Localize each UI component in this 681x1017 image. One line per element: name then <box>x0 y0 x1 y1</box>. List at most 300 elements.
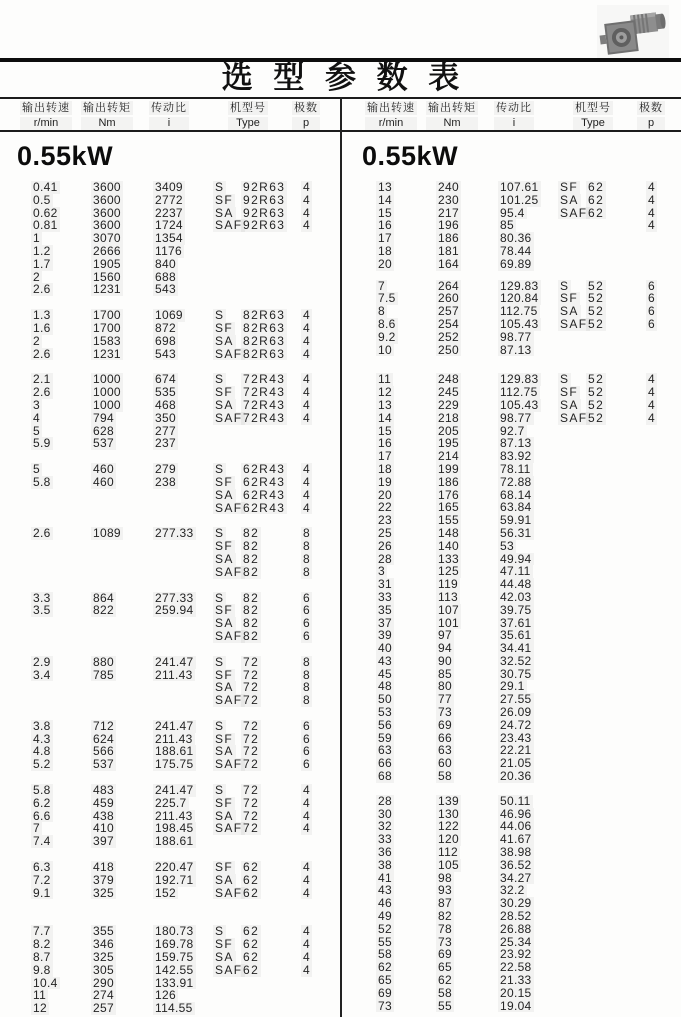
ratio-cell: 237 <box>155 436 176 451</box>
parameter-block <box>0 861 341 899</box>
type-prefix-cell: SF <box>215 937 234 952</box>
type-size-cell: 52 <box>588 385 605 400</box>
table-row <box>0 951 341 964</box>
table-row <box>345 974 681 987</box>
torque-cell: 1905 <box>93 256 121 271</box>
type-size-cell: 52 <box>588 372 605 387</box>
torque-cell: 113 <box>438 589 459 604</box>
torque-cell: 62 <box>438 973 452 988</box>
poles-cell: 4 <box>648 410 655 425</box>
type-size-cell: 82R63 <box>243 320 286 335</box>
parameter-block <box>0 373 341 450</box>
table-row <box>0 669 341 682</box>
type-prefix-cell: SAF <box>215 757 243 772</box>
torque-cell: 3600 <box>93 192 121 207</box>
speed-cell: 43 <box>378 883 392 898</box>
type-prefix-cell: SAF <box>215 962 243 977</box>
type-prefix-cell: S <box>215 783 225 798</box>
type-size-cell: 62 <box>243 885 260 900</box>
table-row <box>345 527 681 540</box>
ratio-cell: 68.14 <box>500 487 532 502</box>
poles-cell: 6 <box>648 316 655 331</box>
torque-cell: 58 <box>438 985 452 1000</box>
type-prefix-cell: SAF <box>215 821 243 836</box>
ratio-cell: 1354 <box>155 231 183 246</box>
torque-cell: 133 <box>438 551 459 566</box>
torque-cell: 245 <box>438 385 459 400</box>
torque-cell: 483 <box>93 783 114 798</box>
table-row <box>345 540 681 553</box>
type-prefix-cell: SAF <box>215 628 243 643</box>
ratio-cell: 47.11 <box>500 564 531 579</box>
ratio-cell: 30.29 <box>500 896 532 911</box>
table-row <box>0 194 341 207</box>
column-header-label: 传动比 <box>151 102 187 114</box>
ratio-cell: 69.89 <box>500 256 532 271</box>
speed-cell: 20 <box>378 256 392 271</box>
column-header-unit: Type <box>228 117 268 130</box>
torque-cell: 130 <box>438 806 459 821</box>
parameter-block <box>0 309 341 360</box>
table-row <box>0 348 341 361</box>
table-row <box>0 322 341 335</box>
speed-cell: 2.6 <box>33 385 51 400</box>
speed-cell: 33 <box>378 832 392 847</box>
torque-cell: 119 <box>438 577 459 592</box>
speed-cell: 0.81 <box>33 218 58 233</box>
table-row <box>345 987 681 1000</box>
table-row <box>345 344 681 357</box>
type-size-cell: 72 <box>243 680 260 695</box>
ratio-cell: 39.75 <box>500 602 532 617</box>
torque-cell: 93 <box>438 883 452 898</box>
speed-cell: 16 <box>378 436 392 451</box>
table-row <box>0 566 341 579</box>
speed-cell: 35 <box>378 602 392 617</box>
ratio-cell: 277 <box>155 423 176 438</box>
ratio-cell: 129.83 <box>500 278 539 293</box>
speed-cell: 3.3 <box>33 590 51 605</box>
speed-cell: 58 <box>378 947 392 962</box>
speed-cell: 3.5 <box>33 603 51 618</box>
ratio-cell: 23.43 <box>500 730 532 745</box>
torque-cell: 105 <box>438 857 459 872</box>
torque-cell: 397 <box>93 834 114 849</box>
torque-cell: 112 <box>438 845 459 860</box>
speed-cell: 6.3 <box>33 860 51 875</box>
ratio-cell: 175.75 <box>155 757 194 772</box>
table-row <box>0 412 341 425</box>
speed-cell: 32 <box>378 819 392 834</box>
table-row <box>345 258 681 271</box>
torque-cell: 107 <box>438 602 459 617</box>
torque-cell: 290 <box>93 975 114 990</box>
torque-cell: 82 <box>438 909 452 924</box>
type-size-cell: 82 <box>243 616 260 631</box>
type-size-cell: 72 <box>243 718 260 733</box>
type-size-cell: 82 <box>243 564 260 579</box>
table-row <box>0 1002 341 1015</box>
torque-cell: 98 <box>438 870 452 885</box>
type-prefix-cell: SA <box>215 551 234 566</box>
torque-cell: 628 <box>93 423 114 438</box>
table-row <box>345 604 681 617</box>
type-size-cell: 72 <box>243 731 260 746</box>
ratio-cell: 120.84 <box>500 291 539 306</box>
speed-cell: 0.5 <box>33 192 51 207</box>
ratio-cell: 83.92 <box>500 449 532 464</box>
power-rating-right: 0.55kW <box>362 141 459 171</box>
torque-cell: 69 <box>438 717 452 732</box>
torque-cell: 69 <box>438 947 452 962</box>
torque-cell: 186 <box>438 231 459 246</box>
poles-cell: 6 <box>303 603 310 618</box>
ratio-cell: 159.75 <box>155 950 194 965</box>
torque-cell: 257 <box>93 1001 114 1016</box>
speed-cell: 49 <box>378 909 392 924</box>
type-prefix-cell: S <box>215 924 225 939</box>
table-row <box>0 861 341 874</box>
ratio-cell: 211.43 <box>155 667 193 682</box>
speed-cell: 48 <box>378 679 392 694</box>
type-size-cell: 52 <box>588 316 605 331</box>
torque-cell: 199 <box>438 461 459 476</box>
torque-cell: 139 <box>438 793 459 808</box>
speed-cell: 56 <box>378 717 392 732</box>
type-prefix-cell: S <box>215 654 225 669</box>
speed-cell: 10.4 <box>33 975 58 990</box>
speed-cell: 4.8 <box>33 744 51 759</box>
torque-cell: 254 <box>438 316 459 331</box>
poles-cell: 4 <box>303 950 310 965</box>
torque-cell: 217 <box>438 205 459 220</box>
speed-cell: 0.41 <box>33 180 58 194</box>
table-row <box>345 1000 681 1013</box>
table-row <box>0 874 341 887</box>
speed-cell: 59 <box>378 730 392 745</box>
poles-cell: 8 <box>303 680 310 695</box>
poles-cell: 6 <box>303 718 310 733</box>
speed-cell: 8.2 <box>33 937 51 952</box>
table-row <box>0 540 341 553</box>
type-size-cell: 72 <box>243 654 260 669</box>
type-size-cell: 92R63 <box>243 180 286 194</box>
torque-cell: 250 <box>438 342 459 357</box>
type-size-cell: 92R63 <box>243 205 286 220</box>
column-header-label: 输出转矩 <box>428 102 476 114</box>
speed-cell: 7.7 <box>33 924 51 939</box>
ratio-cell: 38.98 <box>500 845 532 860</box>
column-header-unit: Type <box>573 117 613 130</box>
torque-cell: 1000 <box>93 397 121 412</box>
column-header-unit: r/min <box>365 117 417 130</box>
type-prefix-cell: SAF <box>560 316 588 331</box>
torque-cell: 186 <box>438 474 459 489</box>
speed-cell: 5.8 <box>33 474 51 489</box>
table-row <box>345 859 681 872</box>
type-size-cell: 72 <box>243 693 260 708</box>
speed-cell: 10 <box>378 342 392 357</box>
type-size-cell: 72 <box>243 808 260 823</box>
poles-cell: 4 <box>303 821 310 836</box>
ratio-cell: 198.45 <box>155 821 194 836</box>
ratio-cell: 22.58 <box>500 960 532 975</box>
speed-cell: 7.4 <box>33 834 51 849</box>
type-prefix-cell: S <box>215 526 225 541</box>
torque-cell: 176 <box>438 487 459 502</box>
type-prefix-cell: S <box>215 180 225 194</box>
torque-cell: 305 <box>93 962 114 977</box>
type-prefix-cell: SA <box>215 397 234 412</box>
ratio-cell: 241.47 <box>155 783 194 798</box>
speed-cell: 63 <box>378 743 392 758</box>
poles-cell: 4 <box>303 962 310 977</box>
parameter-block <box>345 181 681 271</box>
table-row <box>0 630 341 643</box>
speed-cell: 1 <box>33 231 40 246</box>
ratio-cell: 80.36 <box>500 231 532 246</box>
poles-cell: 4 <box>303 333 310 348</box>
poles-cell: 4 <box>648 397 655 412</box>
speed-cell: 8.7 <box>33 950 51 965</box>
speed-cell: 4.3 <box>33 731 51 746</box>
ratio-cell: 238 <box>155 474 176 489</box>
poles-cell: 4 <box>303 783 310 798</box>
speed-cell: 18 <box>378 243 392 258</box>
ratio-cell: 98.77 <box>500 410 532 425</box>
poles-cell: 4 <box>303 474 310 489</box>
type-size-cell: 62R43 <box>243 462 286 477</box>
ratio-cell: 180.73 <box>155 924 194 939</box>
ratio-cell: 211.43 <box>155 808 193 823</box>
ratio-cell: 36.52 <box>500 857 532 872</box>
torque-cell: 1700 <box>93 320 121 335</box>
speed-cell: 9.2 <box>378 329 396 344</box>
poles-cell: 4 <box>303 320 310 335</box>
torque-cell: 252 <box>438 329 459 344</box>
table-row <box>345 706 681 719</box>
speed-cell: 1.6 <box>33 320 51 335</box>
table-row <box>345 412 681 425</box>
torque-cell: 73 <box>438 934 452 949</box>
poles-cell: 6 <box>303 590 310 605</box>
type-prefix-cell: SF <box>215 192 234 207</box>
speed-cell: 15 <box>378 205 392 220</box>
torque-cell: 624 <box>93 731 114 746</box>
ratio-cell: 169.78 <box>155 937 194 952</box>
speed-cell: 31 <box>378 577 392 592</box>
type-prefix-cell: S <box>560 278 570 293</box>
type-size-cell: 72R43 <box>243 410 286 425</box>
type-prefix-cell: SAF <box>215 885 243 900</box>
type-size-cell: 82 <box>243 539 260 554</box>
type-prefix-cell: SAF <box>215 346 243 361</box>
table-row <box>0 489 341 502</box>
ratio-cell: 535 <box>155 385 176 400</box>
speed-cell: 1.7 <box>33 256 51 271</box>
speed-cell: 13 <box>378 180 392 194</box>
speed-cell: 6.6 <box>33 808 51 823</box>
type-size-cell: 72R43 <box>243 385 286 400</box>
type-prefix-cell: S <box>560 372 570 387</box>
ratio-cell: 259.94 <box>155 603 194 618</box>
torque-cell: 87 <box>438 896 452 911</box>
ratio-cell: 350 <box>155 410 176 425</box>
ratio-cell: 114.55 <box>155 1001 193 1016</box>
poles-cell: 4 <box>303 308 310 323</box>
column-header <box>573 101 613 130</box>
ratio-cell: 98.77 <box>500 329 532 344</box>
table-row <box>345 245 681 258</box>
poles-cell: 6 <box>648 304 655 319</box>
type-prefix-cell: S <box>215 372 225 387</box>
type-size-cell: 62R43 <box>243 474 286 489</box>
type-size-cell: 82 <box>243 628 260 643</box>
torque-cell: 122 <box>438 819 459 834</box>
type-size-cell: 62R43 <box>243 500 286 515</box>
ratio-cell: 241.47 <box>155 654 194 669</box>
speed-cell: 4 <box>33 410 40 425</box>
ratio-cell: 142.55 <box>155 962 194 977</box>
ratio-cell: 26.88 <box>500 921 532 936</box>
type-size-cell: 62 <box>588 205 605 220</box>
type-prefix-cell: SAF <box>560 205 588 220</box>
poles-cell: 4 <box>648 218 655 233</box>
torque-cell: 410 <box>93 821 114 836</box>
table-row <box>0 681 341 694</box>
torque-cell: 1000 <box>93 372 121 387</box>
speed-cell: 22 <box>378 500 392 515</box>
type-size-cell: 92R63 <box>243 192 286 207</box>
speed-cell: 25 <box>378 525 392 540</box>
ratio-cell: 28.52 <box>500 909 532 924</box>
ratio-cell: 107.61 <box>500 180 539 194</box>
poles-cell: 4 <box>303 937 310 952</box>
table-row <box>0 784 341 797</box>
ratio-cell: 2772 <box>155 192 183 207</box>
ratio-cell: 225.7 <box>155 795 187 810</box>
type-size-cell: 82R63 <box>243 346 286 361</box>
speed-cell: 26 <box>378 538 392 553</box>
speed-cell: 16 <box>378 218 392 233</box>
speed-cell: 55 <box>378 934 392 949</box>
poles-cell: 6 <box>303 628 310 643</box>
torque-cell: 60 <box>438 756 452 771</box>
table-row <box>345 719 681 732</box>
speed-cell: 53 <box>378 705 392 720</box>
type-prefix-cell: SAF <box>215 564 243 579</box>
type-size-cell: 62 <box>243 872 260 887</box>
type-prefix-cell: SA <box>215 808 234 823</box>
parameter-block <box>0 592 341 643</box>
torque-cell: 460 <box>93 474 114 489</box>
poles-cell: 4 <box>303 205 310 220</box>
parameter-block <box>0 784 341 848</box>
type-size-cell: 72 <box>243 821 260 836</box>
ratio-cell: 20.15 <box>500 985 532 1000</box>
ratio-cell: 44.06 <box>500 819 532 834</box>
column-header <box>494 101 534 130</box>
type-prefix-cell: SF <box>215 860 234 875</box>
poles-cell: 4 <box>303 795 310 810</box>
ratio-cell: 72.88 <box>500 474 532 489</box>
ratio-cell: 277.33 <box>155 526 194 541</box>
ratio-cell: 241.47 <box>155 718 194 733</box>
speed-cell: 14 <box>378 192 392 207</box>
poles-cell: 6 <box>303 616 310 631</box>
torque-cell: 1231 <box>93 282 121 297</box>
type-size-cell: 52 <box>588 410 605 425</box>
torque-cell: 537 <box>93 757 114 772</box>
speed-cell: 38 <box>378 857 392 872</box>
type-prefix-cell: SA <box>215 744 234 759</box>
type-prefix-cell: SF <box>215 667 234 682</box>
speed-cell: 11 <box>33 988 47 1003</box>
type-prefix-cell: SF <box>560 385 579 400</box>
type-prefix-cell: SAF <box>215 410 243 425</box>
torque-cell: 155 <box>438 513 459 528</box>
ratio-cell: 46.96 <box>500 806 532 821</box>
ratio-cell: 24.72 <box>500 717 532 732</box>
speed-cell: 46 <box>378 896 392 911</box>
torque-cell: 346 <box>93 937 114 952</box>
torque-cell: 822 <box>93 603 114 618</box>
poles-cell: 4 <box>303 397 310 412</box>
poles-cell: 4 <box>303 924 310 939</box>
speed-cell: 3 <box>33 397 40 412</box>
poles-cell: 4 <box>303 808 310 823</box>
table-row <box>0 656 341 669</box>
ratio-cell: 59.91 <box>500 513 532 528</box>
type-prefix-cell: SF <box>560 180 579 194</box>
column-header-unit: Nm <box>81 117 133 130</box>
column-header-label: 极数 <box>294 102 318 114</box>
speed-cell: 20 <box>378 487 392 502</box>
type-prefix-cell: SA <box>215 680 234 695</box>
ratio-cell: 29.1 <box>500 679 525 694</box>
ratio-cell: 112.75 <box>500 385 538 400</box>
column-header <box>365 101 417 130</box>
torque-cell: 90 <box>438 653 452 668</box>
poles-cell: 4 <box>303 192 310 207</box>
column-header-unit: p <box>292 117 320 130</box>
column-headers-left <box>0 101 341 131</box>
torque-cell: 205 <box>438 423 459 438</box>
type-prefix-cell: S <box>215 462 225 477</box>
ratio-cell: 192.71 <box>155 872 194 887</box>
torque-cell: 438 <box>93 808 114 823</box>
column-header <box>228 101 268 130</box>
torque-cell: 418 <box>93 860 114 875</box>
table-row <box>0 283 341 296</box>
poles-cell: 4 <box>303 462 310 477</box>
table-row <box>0 720 341 733</box>
ratio-cell: 21.05 <box>500 756 532 771</box>
ratio-cell: 49.94 <box>500 551 532 566</box>
speed-cell: 36 <box>378 845 392 860</box>
torque-cell: 94 <box>438 641 452 656</box>
speed-cell: 13 <box>378 397 392 412</box>
column-header-unit: i <box>149 117 189 130</box>
speed-cell: 37 <box>378 615 392 630</box>
torque-cell: 537 <box>93 436 114 451</box>
type-size-cell: 72R43 <box>243 372 286 387</box>
speed-cell: 0.62 <box>33 205 58 220</box>
table-row <box>345 923 681 936</box>
type-size-cell: 72 <box>243 795 260 810</box>
table-row <box>0 527 341 540</box>
ratio-cell: 468 <box>155 397 176 412</box>
